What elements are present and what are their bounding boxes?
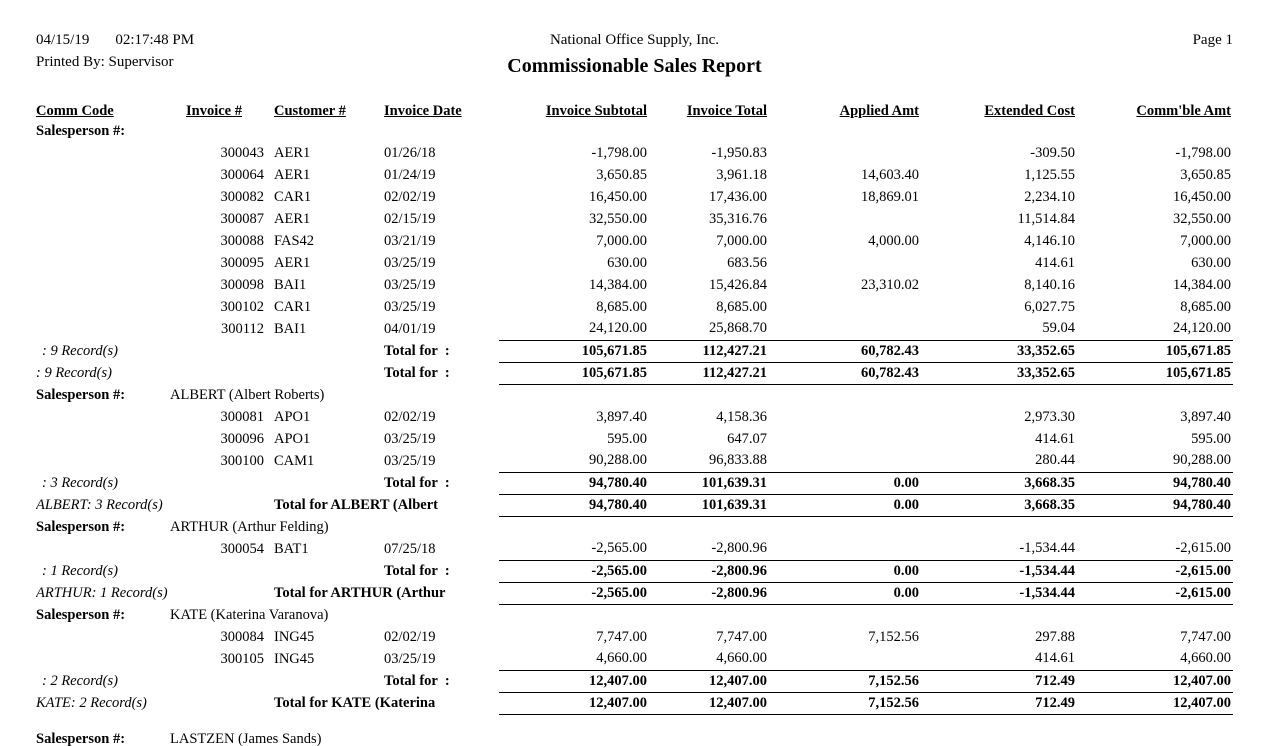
cell-invoice-total: -2,800.96 bbox=[649, 560, 769, 582]
spacer-cell bbox=[266, 362, 374, 384]
group-header-row bbox=[36, 516, 1233, 538]
cell-commble-amt: -2,615.00 bbox=[1077, 560, 1233, 582]
cell-applied-amt bbox=[769, 208, 921, 230]
cell-invoice-subtotal: -2,565.00 bbox=[499, 582, 649, 604]
cell-comm-code bbox=[36, 450, 186, 472]
cell-comm-code bbox=[36, 318, 186, 340]
report-table-body bbox=[36, 120, 1233, 746]
record-count: : 2 Record(s) bbox=[42, 672, 118, 689]
cell-invoice-number: 300105 bbox=[220, 650, 264, 667]
cell-comm-code bbox=[36, 230, 186, 252]
cell-commble-amt: 7,747.00 bbox=[1180, 628, 1231, 645]
cell-extended-cost: 59.04 bbox=[921, 318, 1077, 340]
spacer-cell bbox=[266, 340, 374, 362]
cell-applied-amt: 60,782.43 bbox=[769, 362, 921, 384]
cell-invoice-total: 12,407.00 bbox=[649, 692, 769, 714]
col-header-invoice-subtotal: Invoice Subtotal bbox=[545, 103, 647, 119]
cell-extended-cost: 280.44 bbox=[921, 450, 1077, 472]
cell-applied-amt: 0.00 bbox=[769, 560, 921, 582]
print-info bbox=[36, 32, 336, 76]
salesperson-name: LASTZEN (James Sands) bbox=[170, 730, 322, 746]
spacer-cell bbox=[266, 472, 374, 494]
cell-extended-cost: -1,534.44 bbox=[921, 560, 1077, 582]
cell-commble-amt: 3,650.85 bbox=[1180, 166, 1231, 183]
cell-extended-cost: -309.50 bbox=[1030, 144, 1075, 161]
cell-commble-amt: -1,798.00 bbox=[1175, 144, 1231, 161]
col-header-commble-amt: Comm'ble Amt bbox=[1136, 103, 1231, 119]
salesperson-label: Salesperson #: bbox=[36, 730, 126, 746]
cell-invoice-subtotal: 94,780.40 bbox=[499, 472, 649, 494]
cell-invoice-subtotal: 7,747.00 bbox=[596, 628, 647, 645]
cell-comm-code bbox=[36, 252, 186, 274]
cell-extended-cost: 2,973.30 bbox=[1024, 408, 1075, 425]
cell-invoice-number: 300043 bbox=[220, 144, 264, 161]
col-header-invoice-date: Invoice Date bbox=[384, 103, 462, 119]
cell-commble-amt: 3,897.40 bbox=[1180, 408, 1231, 425]
cell-invoice-total: 4,158.36 bbox=[716, 408, 767, 425]
group-header-row bbox=[36, 120, 1233, 142]
cell-invoice-total: 17,436.00 bbox=[709, 188, 767, 205]
cell-comm-code bbox=[36, 538, 186, 560]
cell-commble-amt: 105,671.85 bbox=[1077, 362, 1233, 384]
cell-customer-number: BAI1 bbox=[274, 276, 307, 293]
cell-invoice-total: 101,639.31 bbox=[649, 472, 769, 494]
cell-invoice-number: 300102 bbox=[220, 298, 264, 315]
detail-row bbox=[36, 142, 1233, 164]
cell-extended-cost: 414.61 bbox=[1035, 430, 1075, 447]
cell-comm-code bbox=[36, 296, 186, 318]
spacer-cell bbox=[266, 670, 374, 692]
cell-applied-amt bbox=[769, 142, 921, 164]
cell-invoice-date: 02/02/19 bbox=[384, 628, 436, 645]
cell-commble-amt: 12,407.00 bbox=[1077, 670, 1233, 692]
subtotal-row bbox=[36, 560, 1233, 582]
detail-row bbox=[36, 450, 1233, 472]
cell-invoice-total: 112,427.21 bbox=[649, 362, 769, 384]
total-for-label: Total for : bbox=[384, 672, 450, 689]
salesperson-label: Salesperson #: bbox=[36, 606, 126, 623]
cell-applied-amt: 23,310.02 bbox=[861, 276, 919, 293]
detail-row bbox=[36, 406, 1233, 428]
cell-invoice-date: 03/21/19 bbox=[384, 232, 436, 249]
cell-invoice-total: -2,800.96 bbox=[649, 538, 769, 560]
record-count: : 3 Record(s) bbox=[42, 474, 118, 491]
cell-comm-code bbox=[36, 274, 186, 296]
group-header-row bbox=[36, 384, 1233, 406]
group-total-label: Total for : bbox=[384, 364, 450, 381]
cell-invoice-date: 03/25/19 bbox=[384, 254, 436, 271]
cell-invoice-subtotal: 8,685.00 bbox=[596, 298, 647, 315]
cell-invoice-number: 300095 bbox=[220, 254, 264, 271]
cell-customer-number: AER1 bbox=[274, 166, 311, 183]
cell-invoice-subtotal: 12,407.00 bbox=[499, 670, 649, 692]
cell-applied-amt: 7,152.56 bbox=[868, 628, 919, 645]
report-title: Commissionable Sales Report bbox=[507, 55, 762, 77]
cell-invoice-total: 12,407.00 bbox=[649, 670, 769, 692]
group-record-count: ALBERT: 3 Record(s) bbox=[36, 496, 163, 513]
detail-row bbox=[36, 230, 1233, 252]
detail-row bbox=[36, 318, 1233, 340]
cell-commble-amt: 7,000.00 bbox=[1180, 232, 1231, 249]
group-header-cell bbox=[36, 516, 1233, 538]
subtotal-row bbox=[36, 670, 1233, 692]
cell-commble-amt: 8,685.00 bbox=[1180, 298, 1231, 315]
cell-invoice-total: -2,800.96 bbox=[649, 582, 769, 604]
detail-row bbox=[36, 252, 1233, 274]
cell-invoice-subtotal: -2,565.00 bbox=[499, 538, 649, 560]
salesperson-label: Salesperson #: bbox=[36, 386, 126, 403]
cell-invoice-number: 300088 bbox=[220, 232, 264, 249]
cell-invoice-subtotal: 595.00 bbox=[607, 430, 647, 447]
cell-customer-number: ING45 bbox=[274, 650, 315, 667]
detail-row bbox=[36, 538, 1233, 560]
cell-invoice-subtotal: 16,450.00 bbox=[589, 188, 647, 205]
cell-commble-amt: 90,288.00 bbox=[1077, 450, 1233, 472]
cell-commble-amt: 12,407.00 bbox=[1077, 692, 1233, 714]
cell-extended-cost: 33,352.65 bbox=[921, 340, 1077, 362]
cell-applied-amt: 14,603.40 bbox=[861, 166, 919, 183]
col-header-customer-number: Customer # bbox=[274, 103, 346, 119]
cell-invoice-date: 03/25/19 bbox=[384, 298, 436, 315]
print-time: 02:17:48 PM bbox=[115, 32, 195, 48]
group-total-label: Total for ALBERT (Albert bbox=[274, 496, 438, 513]
cell-commble-amt: 32,550.00 bbox=[1173, 210, 1231, 227]
detail-row bbox=[36, 164, 1233, 186]
cell-customer-number: APO1 bbox=[274, 430, 311, 447]
printed-by: Printed By: Supervisor bbox=[36, 54, 174, 70]
detail-row bbox=[36, 626, 1233, 648]
cell-customer-number: CAR1 bbox=[274, 298, 312, 315]
cell-invoice-total: 101,639.31 bbox=[649, 494, 769, 516]
cell-invoice-subtotal: 630.00 bbox=[607, 254, 647, 271]
cell-extended-cost: 6,027.75 bbox=[1024, 298, 1075, 315]
cell-invoice-total: 683.56 bbox=[727, 254, 767, 271]
cell-applied-amt bbox=[769, 538, 921, 560]
cell-invoice-subtotal: 14,384.00 bbox=[589, 276, 647, 293]
cell-invoice-number: 300082 bbox=[220, 188, 264, 205]
subtotal-row bbox=[36, 472, 1233, 494]
cell-invoice-subtotal: 3,650.85 bbox=[596, 166, 647, 183]
cell-customer-number: FAS42 bbox=[274, 232, 315, 249]
cell-applied-amt bbox=[769, 648, 921, 670]
cell-applied-amt bbox=[769, 406, 921, 428]
detail-row bbox=[36, 208, 1233, 230]
cell-extended-cost: 414.61 bbox=[921, 648, 1077, 670]
cell-applied-amt: 7,152.56 bbox=[769, 670, 921, 692]
cell-invoice-date: 03/25/19 bbox=[384, 452, 436, 469]
print-date: 04/15/19 bbox=[36, 32, 90, 48]
cell-commble-amt: 595.00 bbox=[1191, 430, 1231, 447]
cell-invoice-total: 112,427.21 bbox=[649, 340, 769, 362]
cell-invoice-subtotal: 105,671.85 bbox=[499, 340, 649, 362]
cell-applied-amt: 7,152.56 bbox=[769, 692, 921, 714]
col-header-applied-amt: Applied Amt bbox=[839, 103, 919, 119]
cell-commble-amt: 630.00 bbox=[1191, 254, 1231, 271]
salesperson-label: Salesperson #: bbox=[36, 518, 126, 535]
cell-invoice-subtotal: 94,780.40 bbox=[499, 494, 649, 516]
detail-row bbox=[36, 296, 1233, 318]
cell-invoice-date: 01/26/18 bbox=[384, 144, 436, 161]
page-number: Page 1 bbox=[1192, 32, 1233, 48]
group-total-row bbox=[36, 362, 1233, 384]
cell-commble-amt: 24,120.00 bbox=[1077, 318, 1233, 340]
cell-invoice-total: 96,833.88 bbox=[649, 450, 769, 472]
cell-comm-code bbox=[36, 648, 186, 670]
cell-customer-number: CAR1 bbox=[274, 188, 312, 205]
cell-invoice-subtotal: 3,897.40 bbox=[596, 408, 647, 425]
group-header-cell bbox=[36, 384, 1233, 406]
cell-customer-number: APO1 bbox=[274, 408, 311, 425]
cell-applied-amt: 4,000.00 bbox=[868, 232, 919, 249]
group-total-label: Total for KATE (Katerina bbox=[274, 694, 436, 711]
cell-comm-code bbox=[36, 626, 186, 648]
subtotal-row bbox=[36, 340, 1233, 362]
cell-customer-number: AER1 bbox=[274, 254, 311, 271]
cell-invoice-subtotal: 24,120.00 bbox=[499, 318, 649, 340]
group-record-count: ARTHUR: 1 Record(s) bbox=[36, 584, 168, 601]
cell-invoice-date: 07/25/18 bbox=[384, 540, 436, 557]
cell-invoice-number: 300054 bbox=[220, 540, 264, 557]
cell-customer-number: AER1 bbox=[274, 210, 311, 227]
cell-commble-amt: 14,384.00 bbox=[1173, 276, 1231, 293]
report-title-block bbox=[336, 32, 933, 78]
cell-commble-amt: 94,780.40 bbox=[1077, 494, 1233, 516]
cell-invoice-number: 300084 bbox=[220, 628, 264, 645]
cell-extended-cost: 33,352.65 bbox=[921, 362, 1077, 384]
partial-group-header-row bbox=[36, 714, 1233, 746]
cell-comm-code bbox=[36, 142, 186, 164]
cell-applied-amt: 60,782.43 bbox=[769, 340, 921, 362]
detail-row bbox=[36, 186, 1233, 208]
cell-applied-amt bbox=[769, 318, 921, 340]
cell-comm-code bbox=[36, 164, 186, 186]
salesperson-name: KATE (Katerina Varanova) bbox=[170, 606, 329, 623]
cell-extended-cost: -1,534.44 bbox=[921, 538, 1077, 560]
cell-extended-cost: 297.88 bbox=[1035, 628, 1075, 645]
col-header-extended-cost: Extended Cost bbox=[984, 103, 1075, 119]
cell-customer-number: ING45 bbox=[274, 628, 315, 645]
cell-invoice-subtotal: 90,288.00 bbox=[499, 450, 649, 472]
group-header-row bbox=[36, 604, 1233, 626]
salesperson-label: Salesperson #: bbox=[36, 122, 126, 139]
total-for-label: Total for : bbox=[384, 474, 450, 491]
cell-comm-code bbox=[36, 406, 186, 428]
cell-applied-amt bbox=[769, 428, 921, 450]
cell-applied-amt bbox=[769, 252, 921, 274]
cell-applied-amt: 0.00 bbox=[769, 582, 921, 604]
total-for-label: Total for : bbox=[384, 562, 450, 579]
cell-invoice-subtotal: 32,550.00 bbox=[589, 210, 647, 227]
cell-comm-code bbox=[36, 428, 186, 450]
cell-invoice-number: 300098 bbox=[220, 276, 264, 293]
cell-commble-amt: -2,615.00 bbox=[1077, 538, 1233, 560]
cell-comm-code bbox=[36, 186, 186, 208]
cell-invoice-subtotal: 12,407.00 bbox=[499, 692, 649, 714]
cell-applied-amt: 18,869.01 bbox=[861, 188, 919, 205]
cell-extended-cost: 4,146.10 bbox=[1024, 232, 1075, 249]
cell-customer-number: AER1 bbox=[274, 144, 311, 161]
group-record-count: KATE: 2 Record(s) bbox=[36, 694, 147, 711]
cell-invoice-subtotal: 7,000.00 bbox=[596, 232, 647, 249]
group-header-cell bbox=[36, 714, 1233, 746]
group-header-cell bbox=[36, 604, 1233, 626]
total-for-label: Total for : bbox=[384, 342, 450, 359]
group-total-row bbox=[36, 692, 1233, 714]
cell-invoice-date: 02/02/19 bbox=[384, 408, 436, 425]
cell-invoice-subtotal: -2,565.00 bbox=[499, 560, 649, 582]
cell-invoice-total: 35,316.76 bbox=[709, 210, 767, 227]
cell-invoice-subtotal: 105,671.85 bbox=[499, 362, 649, 384]
cell-invoice-date: 03/25/19 bbox=[384, 650, 436, 667]
cell-invoice-date: 02/02/19 bbox=[384, 188, 436, 205]
cell-invoice-total: 647.07 bbox=[727, 430, 767, 447]
cell-invoice-number: 300096 bbox=[220, 430, 264, 447]
cell-invoice-total: 4,660.00 bbox=[649, 648, 769, 670]
cell-extended-cost: 8,140.16 bbox=[1024, 276, 1075, 293]
cell-invoice-number: 300081 bbox=[220, 408, 264, 425]
cell-applied-amt bbox=[769, 450, 921, 472]
cell-invoice-date: 02/15/19 bbox=[384, 210, 436, 227]
cell-invoice-subtotal: -1,798.00 bbox=[591, 144, 647, 161]
cell-applied-amt: 0.00 bbox=[769, 494, 921, 516]
cell-invoice-total: 3,961.18 bbox=[716, 166, 767, 183]
cell-extended-cost: 11,514.84 bbox=[1017, 210, 1075, 227]
cell-invoice-date: 04/01/19 bbox=[384, 320, 436, 337]
cell-invoice-total: 8,685.00 bbox=[716, 298, 767, 315]
cell-extended-cost: 1,125.55 bbox=[1024, 166, 1075, 183]
sales-report-table bbox=[36, 92, 1233, 746]
cell-commble-amt: 4,660.00 bbox=[1077, 648, 1233, 670]
cell-customer-number: BAT1 bbox=[274, 540, 309, 557]
detail-row bbox=[36, 648, 1233, 670]
group-total-label: Total for ARTHUR (Arthur bbox=[274, 584, 446, 601]
cell-invoice-subtotal: 4,660.00 bbox=[499, 648, 649, 670]
cell-invoice-number: 300112 bbox=[221, 320, 264, 337]
record-count: : 9 Record(s) bbox=[42, 342, 118, 359]
group-header-cell bbox=[36, 120, 1233, 142]
spacer-cell bbox=[266, 560, 374, 582]
cell-invoice-total: 25,868.70 bbox=[649, 318, 769, 340]
cell-extended-cost: 712.49 bbox=[921, 692, 1077, 714]
cell-invoice-total: 7,747.00 bbox=[716, 628, 767, 645]
col-header-invoice-number: Invoice # bbox=[186, 103, 242, 119]
cell-invoice-date: 03/25/19 bbox=[384, 276, 436, 293]
cell-invoice-date: 03/25/19 bbox=[384, 430, 436, 447]
salesperson-name: ALBERT (Albert Roberts) bbox=[170, 386, 325, 403]
record-count: : 1 Record(s) bbox=[42, 562, 118, 579]
cell-invoice-number: 300064 bbox=[220, 166, 264, 183]
company-name: National Office Supply, Inc. bbox=[549, 32, 720, 48]
col-header-comm-code: Comm Code bbox=[36, 103, 114, 119]
salesperson-name: ARTHUR (Arthur Felding) bbox=[170, 518, 329, 535]
cell-commble-amt: 16,450.00 bbox=[1173, 188, 1231, 205]
cell-customer-number: CAM1 bbox=[274, 452, 315, 469]
cell-comm-code bbox=[36, 208, 186, 230]
cell-applied-amt bbox=[769, 296, 921, 318]
cell-extended-cost: 3,668.35 bbox=[921, 472, 1077, 494]
cell-applied-amt: 0.00 bbox=[769, 472, 921, 494]
cell-customer-number: BAI1 bbox=[274, 320, 307, 337]
cell-extended-cost: 712.49 bbox=[921, 670, 1077, 692]
cell-extended-cost: 2,234.10 bbox=[1024, 188, 1075, 205]
cell-extended-cost: -1,534.44 bbox=[921, 582, 1077, 604]
report-header bbox=[36, 32, 1233, 78]
cell-extended-cost: 414.61 bbox=[1035, 254, 1075, 271]
column-header-row bbox=[36, 92, 1233, 120]
cell-invoice-total: 7,000.00 bbox=[716, 232, 767, 249]
cell-commble-amt: -2,615.00 bbox=[1077, 582, 1233, 604]
cell-invoice-total: 15,426.84 bbox=[709, 276, 767, 293]
group-total-row bbox=[36, 582, 1233, 604]
cell-invoice-number: 300087 bbox=[220, 210, 264, 227]
group-record-count: : 9 Record(s) bbox=[36, 364, 112, 381]
detail-row bbox=[36, 428, 1233, 450]
cell-invoice-total: -1,950.83 bbox=[711, 144, 767, 161]
cell-invoice-number: 300100 bbox=[220, 452, 264, 469]
cell-commble-amt: 94,780.40 bbox=[1077, 472, 1233, 494]
cell-extended-cost: 3,668.35 bbox=[921, 494, 1077, 516]
col-header-invoice-total: Invoice Total bbox=[686, 103, 767, 119]
detail-row bbox=[36, 274, 1233, 296]
cell-invoice-date: 01/24/19 bbox=[384, 166, 436, 183]
cell-commble-amt: 105,671.85 bbox=[1077, 340, 1233, 362]
group-total-row bbox=[36, 494, 1233, 516]
